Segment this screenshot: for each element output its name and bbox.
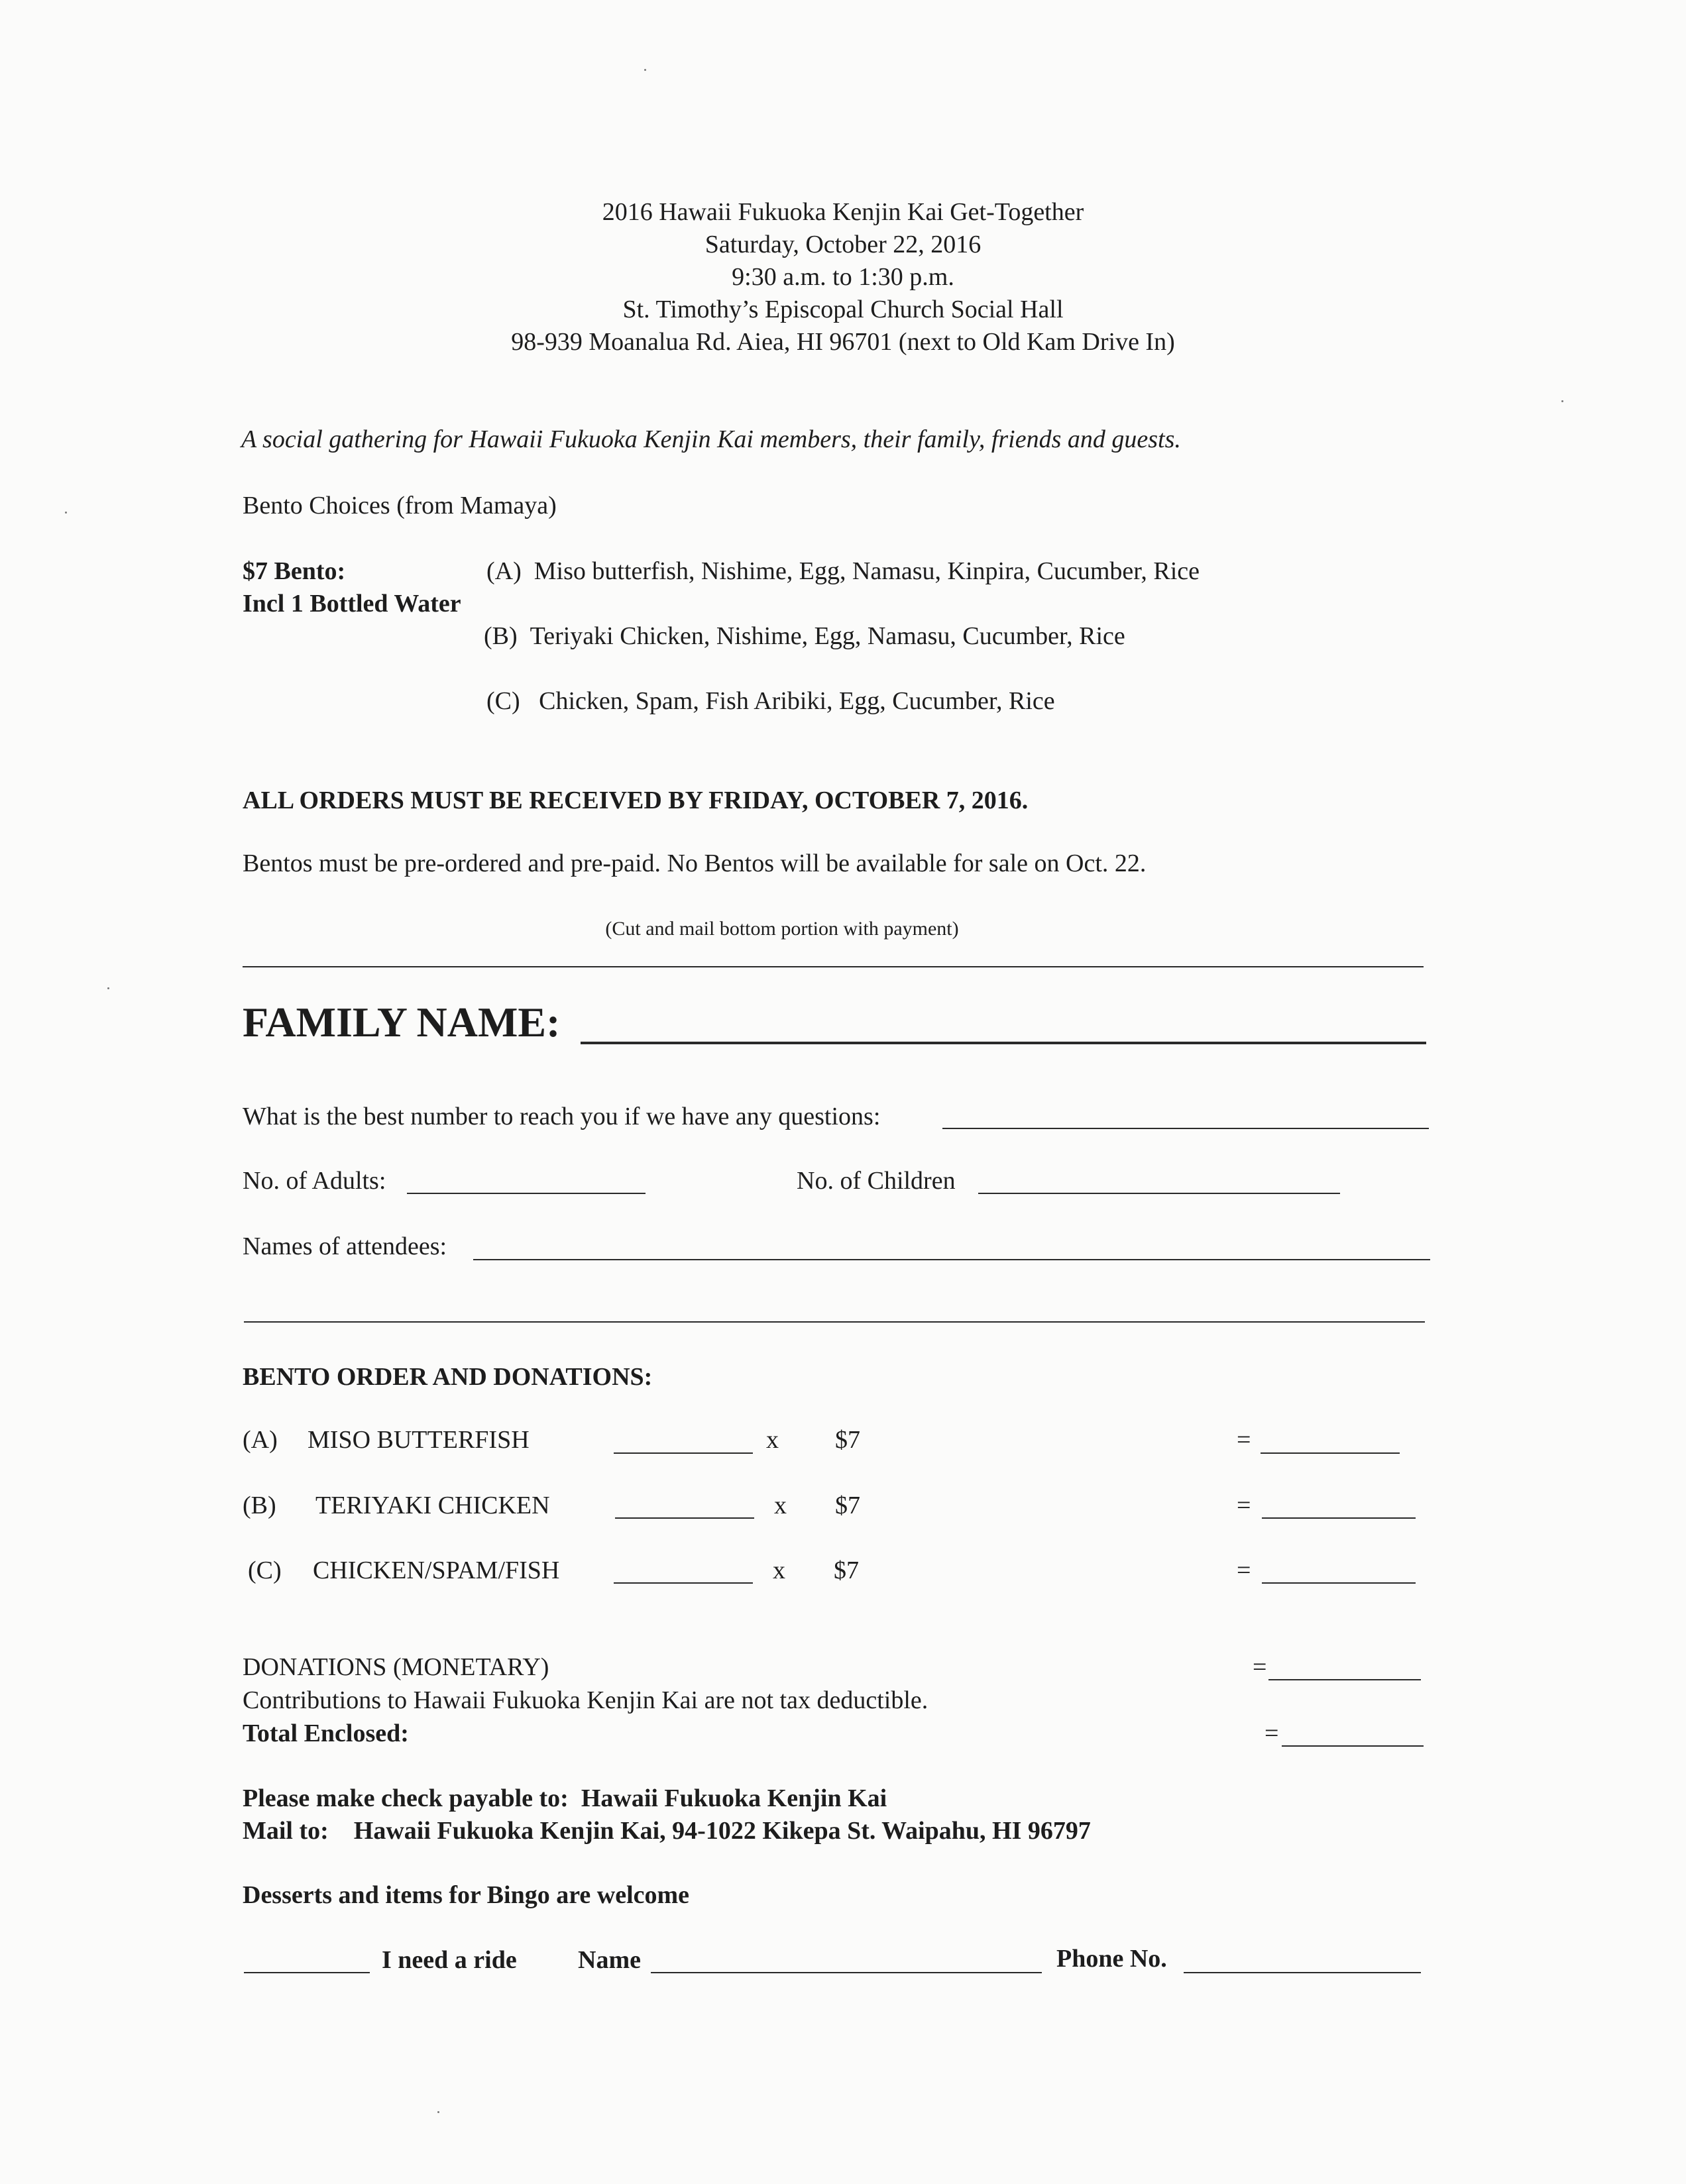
choice-text: Chicken, Spam, Fish Aribiki, Egg, Cucumber, Rice bbox=[539, 687, 1055, 715]
order-letter-b: (B) bbox=[243, 1492, 276, 1519]
need-ride-label: I need a ride bbox=[382, 1946, 517, 1974]
attendees-field-line-2[interactable] bbox=[244, 1321, 1425, 1323]
intro-text: A social gathering for Hawaii Fukuoka Kenjin Kai members, their family, friends and guests. bbox=[241, 425, 1181, 453]
check-label: Please make check payable to: bbox=[243, 1784, 569, 1812]
order-item-c: CHICKEN/SPAM/FISH bbox=[313, 1556, 560, 1584]
order-total-b[interactable] bbox=[1262, 1517, 1416, 1519]
family-name-field[interactable] bbox=[581, 1042, 1426, 1044]
event-time: 9:30 a.m. to 1:30 p.m. bbox=[732, 263, 954, 291]
order-qty-c[interactable] bbox=[614, 1582, 753, 1584]
family-name-label: FAMILY NAME: bbox=[243, 999, 561, 1046]
desserts-note: Desserts and items for Bingo are welcome bbox=[243, 1881, 690, 1909]
choice-text: Teriyaki Chicken, Nishime, Egg, Namasu, Cucumber, Rice bbox=[530, 622, 1125, 650]
contact-phone-field[interactable] bbox=[942, 1128, 1429, 1129]
event-venue: St. Timothy’s Episcopal Church Social Hall bbox=[622, 296, 1064, 323]
bento-heading: Bento Choices (from Mamaya) bbox=[243, 492, 557, 519]
ride-name-label: Name bbox=[578, 1946, 641, 1974]
order-qty-b[interactable] bbox=[615, 1517, 754, 1519]
mail-label: Mail to: bbox=[243, 1817, 329, 1845]
choice-a bbox=[486, 557, 1200, 586]
ride-phone-field[interactable] bbox=[1184, 1972, 1421, 1973]
donations-equals: = bbox=[1253, 1653, 1267, 1681]
order-total-c[interactable] bbox=[1262, 1582, 1416, 1584]
mail-address: Hawaii Fukuoka Kenjin Kai, 94-1022 Kikepa St. Waipahu, HI 96797 bbox=[353, 1817, 1091, 1845]
cut-line bbox=[243, 966, 1424, 967]
choice-b bbox=[484, 622, 1125, 651]
order-equals-c: = bbox=[1237, 1556, 1251, 1584]
deadline-notice: ALL ORDERS MUST BE RECEIVED BY FRIDAY, OCTOBER 7, 2016. bbox=[243, 787, 1029, 814]
event-address: 98-939 Moanalua Rd. Aiea, HI 96701 (next to Old Kam Drive In) bbox=[511, 328, 1175, 356]
ride-phone-label: Phone No. bbox=[1056, 1945, 1167, 1973]
scan-speck bbox=[65, 512, 67, 514]
total-enclosed-field[interactable] bbox=[1282, 1745, 1424, 1747]
scan-speck bbox=[107, 987, 109, 989]
order-price-a: $7 bbox=[835, 1426, 860, 1454]
choice-letter: (B) bbox=[484, 622, 518, 650]
order-times-a: x bbox=[766, 1426, 779, 1454]
adults-field[interactable] bbox=[407, 1193, 646, 1194]
order-total-a[interactable] bbox=[1261, 1452, 1400, 1454]
children-label: No. of Children bbox=[797, 1167, 956, 1195]
check-payee: Hawaii Fukuoka Kenjin Kai bbox=[581, 1784, 887, 1812]
order-equals-a: = bbox=[1237, 1426, 1251, 1454]
order-qty-a[interactable] bbox=[614, 1452, 753, 1454]
need-ride-field[interactable] bbox=[244, 1972, 370, 1973]
order-price-b: $7 bbox=[835, 1492, 860, 1519]
attendees-field[interactable] bbox=[473, 1259, 1430, 1260]
order-equals-b: = bbox=[1237, 1492, 1251, 1519]
preorder-note: Bentos must be pre-ordered and pre-paid. No Bentos will be available for sale on Oct. 22. bbox=[243, 849, 1147, 877]
choice-text: Miso butterfish, Nishime, Egg, Namasu, Kinpira, Cucumber, Rice bbox=[534, 557, 1200, 585]
order-times-c: x bbox=[773, 1556, 785, 1584]
mail-to bbox=[243, 1816, 1091, 1845]
check-payable bbox=[243, 1784, 887, 1813]
order-times-b: x bbox=[774, 1492, 787, 1519]
adults-label: No. of Adults: bbox=[243, 1167, 386, 1195]
order-price-c: $7 bbox=[834, 1556, 859, 1584]
donations-label: DONATIONS (MONETARY) bbox=[243, 1653, 549, 1681]
choice-c bbox=[486, 686, 1055, 716]
donations-amount-field[interactable] bbox=[1268, 1679, 1421, 1680]
total-equals: = bbox=[1264, 1720, 1279, 1747]
attendees-label: Names of attendees: bbox=[243, 1232, 447, 1260]
event-date: Saturday, October 22, 2016 bbox=[704, 231, 982, 258]
scan-speck bbox=[1561, 400, 1563, 402]
choice-letter: (A) bbox=[486, 557, 522, 585]
choice-letter: (C) bbox=[486, 687, 520, 715]
event-title: 2016 Hawaii Fukuoka Kenjin Kai Get-Together bbox=[602, 198, 1084, 226]
order-item-a: MISO BUTTERFISH bbox=[308, 1426, 530, 1454]
scan-speck bbox=[644, 69, 646, 71]
total-enclosed-label: Total Enclosed: bbox=[243, 1720, 409, 1747]
order-item-b: TERIYAKI CHICKEN bbox=[315, 1492, 550, 1519]
donations-note: Contributions to Hawaii Fukuoka Kenjin Kai are not tax deductible. bbox=[243, 1686, 928, 1714]
children-field[interactable] bbox=[978, 1193, 1340, 1194]
order-letter-c: (C) bbox=[248, 1556, 282, 1584]
phone-question-label: What is the best number to reach you if we have any questions: bbox=[243, 1103, 881, 1130]
order-letter-a: (A) bbox=[243, 1426, 278, 1454]
scan-speck bbox=[437, 2111, 439, 2113]
price-label: $7 Bento: bbox=[243, 557, 346, 585]
price-note: Incl 1 Bottled Water bbox=[243, 590, 461, 618]
order-heading: BENTO ORDER AND DONATIONS: bbox=[243, 1363, 653, 1391]
cut-note: (Cut and mail bottom portion with payment) bbox=[605, 918, 959, 940]
ride-name-field[interactable] bbox=[651, 1972, 1042, 1973]
